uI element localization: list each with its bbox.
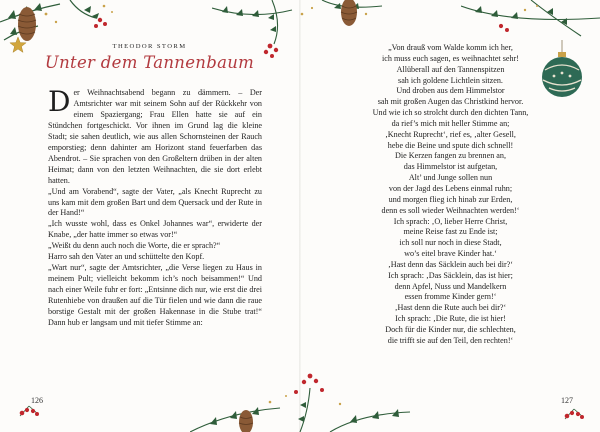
page-number-left: 126 bbox=[31, 396, 43, 405]
poem-line: wo’s eitel brave Kinder hat.‘ bbox=[404, 249, 497, 259]
poem-line: und morgen flieg ich hinab zur Erden, bbox=[388, 194, 513, 204]
poem-line: Alt’ und Junge sollen nun bbox=[408, 173, 493, 183]
first-paragraph: Der Weihnachtsabend begann zu dämmern. – Der Amtsrichter war mit seinem Sohn auf der Rückkehr von einem Spaziergang; Frau Ellen hatte sie auf ein Stündchen fortgeschickt. Vor ihnen im Grund lag die kleine Stadt; sie sahen deutlich, wie aus allen Schornsteinen der Rauch emporstieg; denn dahinter am Horizont stand feuerfarben das Abendrot. – Sie sprachen von den Großeltern drüben in der alten Heimat; dann von den letzten Weihnachten, die sie dort erlebt hatten. bbox=[48, 85, 262, 185]
poem-line: Und droben aus dem Himmelstor bbox=[396, 86, 505, 96]
paragraph: Harro sah den Vater an und schüttelte den Kopf. bbox=[48, 252, 205, 262]
poem-line: essen fromme Kinder gern!‘ bbox=[404, 292, 497, 302]
drop-cap: D bbox=[48, 85, 71, 118]
poem-line: Ich sprach: ‚Das Säcklein, das ist hier; bbox=[388, 270, 513, 280]
poem-line: sah mit großen Augen das Christkind hervor. bbox=[377, 97, 524, 107]
story-text bbox=[48, 85, 262, 329]
poem-line: von der Jagd des Lebens einmal ruhn; bbox=[388, 183, 513, 193]
poem-line: ich soll nur noch in diese Stadt, bbox=[399, 238, 502, 248]
poem-line: da rief’s mich mit heller Stimme an; bbox=[391, 118, 510, 128]
poem-line: denn es soll wieder Weihnachten werden!‘ bbox=[381, 205, 520, 215]
poem-line: Doch für die Kinder nur, die schlechten, bbox=[385, 324, 516, 334]
fir-branch-icon bbox=[190, 368, 420, 432]
paragraph: „Weißt du denn auch noch die Worte, die er sprach?“ bbox=[48, 241, 221, 251]
poem-line: Die Kerzen fangen zu brennen an, bbox=[395, 151, 506, 161]
poem-line: das Himmelstor ist aufgetan, bbox=[403, 162, 498, 172]
paragraph: „Wart nur“, sagte der Amtsrichter, „die Verse liegen zu Haus in meinem Pult; vielleicht bekomm ich’s noch beisammen!“ Und nach einer Weile fuhr er fort: „Entsinne dich nur, wie erst die drei Rutenhiebe von draußen auf die Tür fielen und wie dann die raue borstige Gestalt mit der großen Hakennase in die Stube trat!“ Dann hub er langsam und mit tiefer Stimme an: bbox=[48, 263, 262, 328]
poem-line: Und wie ich so strolcht durch den dichten Tann, bbox=[372, 108, 529, 118]
poem-line: „Von drauß vom Walde komm ich her, bbox=[388, 43, 513, 52]
poem-text bbox=[301, 43, 600, 347]
poem-line: Ich sprach: ‚Die Rute, die ist hier! bbox=[395, 314, 506, 324]
pine-cone-icon bbox=[236, 408, 256, 432]
poem-line: Allüberall auf den Tannenspitzen bbox=[396, 64, 505, 74]
holly-berry-icon bbox=[563, 405, 585, 421]
paragraph: „Ich wusste wohl, dass es Onkel Johannes war“, erwiderte der Knabe, „der hatte immer so etwas vor!“ bbox=[48, 219, 262, 240]
chapter-title: Unter dem Tannenbaum bbox=[44, 53, 255, 72]
poem-line: meine Reise fast zu Ende ist; bbox=[403, 227, 498, 237]
page-number-right: 127 bbox=[561, 396, 573, 405]
poem-line: hebe die Beine und spute dich schnell! bbox=[387, 140, 514, 150]
author-name: THEODOR STORM bbox=[112, 43, 187, 50]
poem-line: ich muss euch sagen, es weihnachtet sehr! bbox=[382, 53, 519, 63]
poem-line: ‚Hast denn die Rute auch bei dir?‘ bbox=[394, 303, 507, 313]
poem-line: sah ich goldene Lichtlein sitzen. bbox=[398, 75, 503, 85]
paragraph: „Und am Vorabend“, sagte der Vater, „als Knecht Ruprecht zu uns kam mit dem großen Bart und dem Quersack und der Rute in der Hand!“ bbox=[48, 186, 262, 218]
poem-line: ‚Knecht Ruprecht‘, rief es, ‚alter Gesell, bbox=[385, 129, 516, 139]
poem-line: denn Apfel, Nuss und Mandelkern bbox=[394, 281, 507, 291]
poem-line: ‚Hast denn das Säcklein auch bei dir?‘ bbox=[388, 259, 513, 269]
poem-line: die trifft sie auf den Teil, den rechten!‘ bbox=[387, 335, 514, 345]
poem-line: Ich sprach: ‚O, lieber Herre Christ, bbox=[393, 216, 508, 226]
